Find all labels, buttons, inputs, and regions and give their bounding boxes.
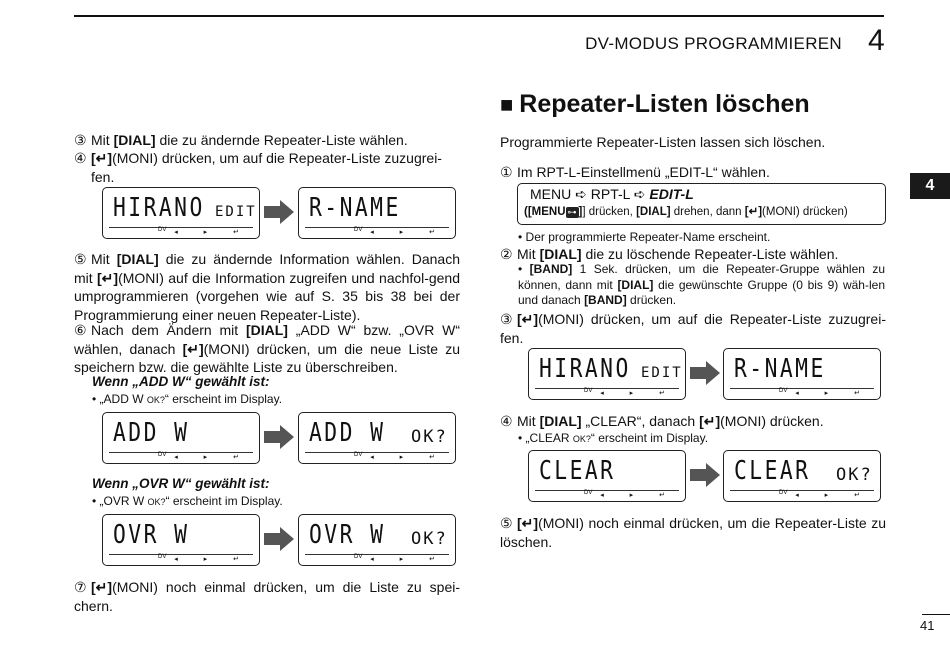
lcd-display: ADD W OK? DV ◂ ▸ ↵ [298,412,456,464]
menu-path-box: MENU ➪ RPT-L ➪ EDIT-L ([MENU ⊶ ]] drücken, [DIAL] drehen, dann [↵](MONI) drücken) [517,183,886,225]
page-number: 41 [920,618,935,633]
lcd-display: HIRANO EDIT DV ◂ ▸ ↵ [528,348,686,400]
lcd-display: R-NAME DV ◂ ▸ ↵ [298,187,456,239]
ovr-heading: Wenn „OVR W“ gewählt ist: [92,476,270,491]
ovr-note: • „OVR W OK?“ erscheint im Display. [92,494,283,508]
lcd-display: ADD W DV ◂ ▸ ↵ [102,412,260,464]
step-4: ④ [↵](MONI) drücken, um auf die Repeater-Liste zuzugrei- fen. [74,150,442,185]
step-1: ① Im RPT-L-Einstellmenü „EDIT-L“ wählen. [500,164,770,180]
note-1: • Der programmierte Repeater-Name erscheint. [518,230,771,244]
chapter-number: 4 [868,24,885,57]
arrow-right-icon [264,425,294,449]
lcd-display: OVR W DV ◂ ▸ ↵ [102,514,260,566]
page-rule [922,614,950,615]
step-3-right: ③ [↵](MONI) drücken, um auf die Repeater-Liste zuzugrei-fen. [500,311,886,346]
arrow-right-icon [264,527,294,551]
step-3: ③ Mit [DIAL] die zu ändernde Repeater-Liste wählen. [74,132,408,148]
add-note: • „ADD W OK?“ erscheint im Display. [92,392,283,406]
step-6: ⑥ Nach dem Ändern mit [DIAL] „ADD W“ bzw. „OVR W“ wählen, danach [↵](MONI) drücken, um die neue Liste zu speichern bzw. die gewählte Liste zu überschreiben. [74,322,461,375]
step-4-right: ④ Mit [DIAL] „CLEAR“, danach [↵](MONI) drücken. [500,413,824,429]
step-4-note: • „CLEAR OK?“ erscheint im Display. [518,431,709,445]
step-7: ⑦ [↵](MONI) noch einmal drücken, um die Liste zu spei-chern. [74,579,460,614]
top-rule [74,15,884,17]
lcd-display: CLEAR OK? DV ◂ ▸ ↵ [723,450,881,502]
add-heading: Wenn „ADD W“ gewählt ist: [92,374,270,389]
step-2: ② Mit [DIAL] die zu löschende Repeater-Liste wählen. [500,246,839,262]
intro-text: Programmierte Repeater-Listen lassen sich löschen. [500,134,826,150]
arrow-right-icon [264,200,294,224]
section-title: ■ Repeater-Listen löschen [500,90,810,118]
section-header: DV-MODUS PROGRAMMIEREN [585,34,842,53]
step-2-note: • [BAND] 1 Sek. drücken, um die Repeater-Gruppe wählen zu können, dann mit [DIAL] die gewünschte Gruppe (0 bis 9) wäh-len und danach [BAND] drücken. [518,262,885,307]
lcd-display: CLEAR DV ◂ ▸ ↵ [528,450,686,502]
lcd-display: OVR W OK? DV ◂ ▸ ↵ [298,514,456,566]
step-5: ⑤ Mit [DIAL] die zu ändernde Information wählen. Danach mit [↵](MONI) auf die Information zugreifen und nachfol-gend umprogrammieren (vorgehen wie auf S. 35 bis 38 bei der Programmierung einer neuen Repeater-Liste). [74,251,460,323]
lcd-display: HIRANO EDIT DV ◂ ▸ ↵ [102,187,260,239]
arrow-right-icon [690,463,720,487]
key-icon: ⊶ [567,207,577,217]
step-5-right: ⑤ [↵](MONI) noch einmal drücken, um die Repeater-Liste zu löschen. [500,515,886,550]
lcd-display: R-NAME DV ◂ ▸ ↵ [723,348,881,400]
chapter-side-tab: 4 [910,173,950,199]
arrow-right-icon [690,361,720,385]
